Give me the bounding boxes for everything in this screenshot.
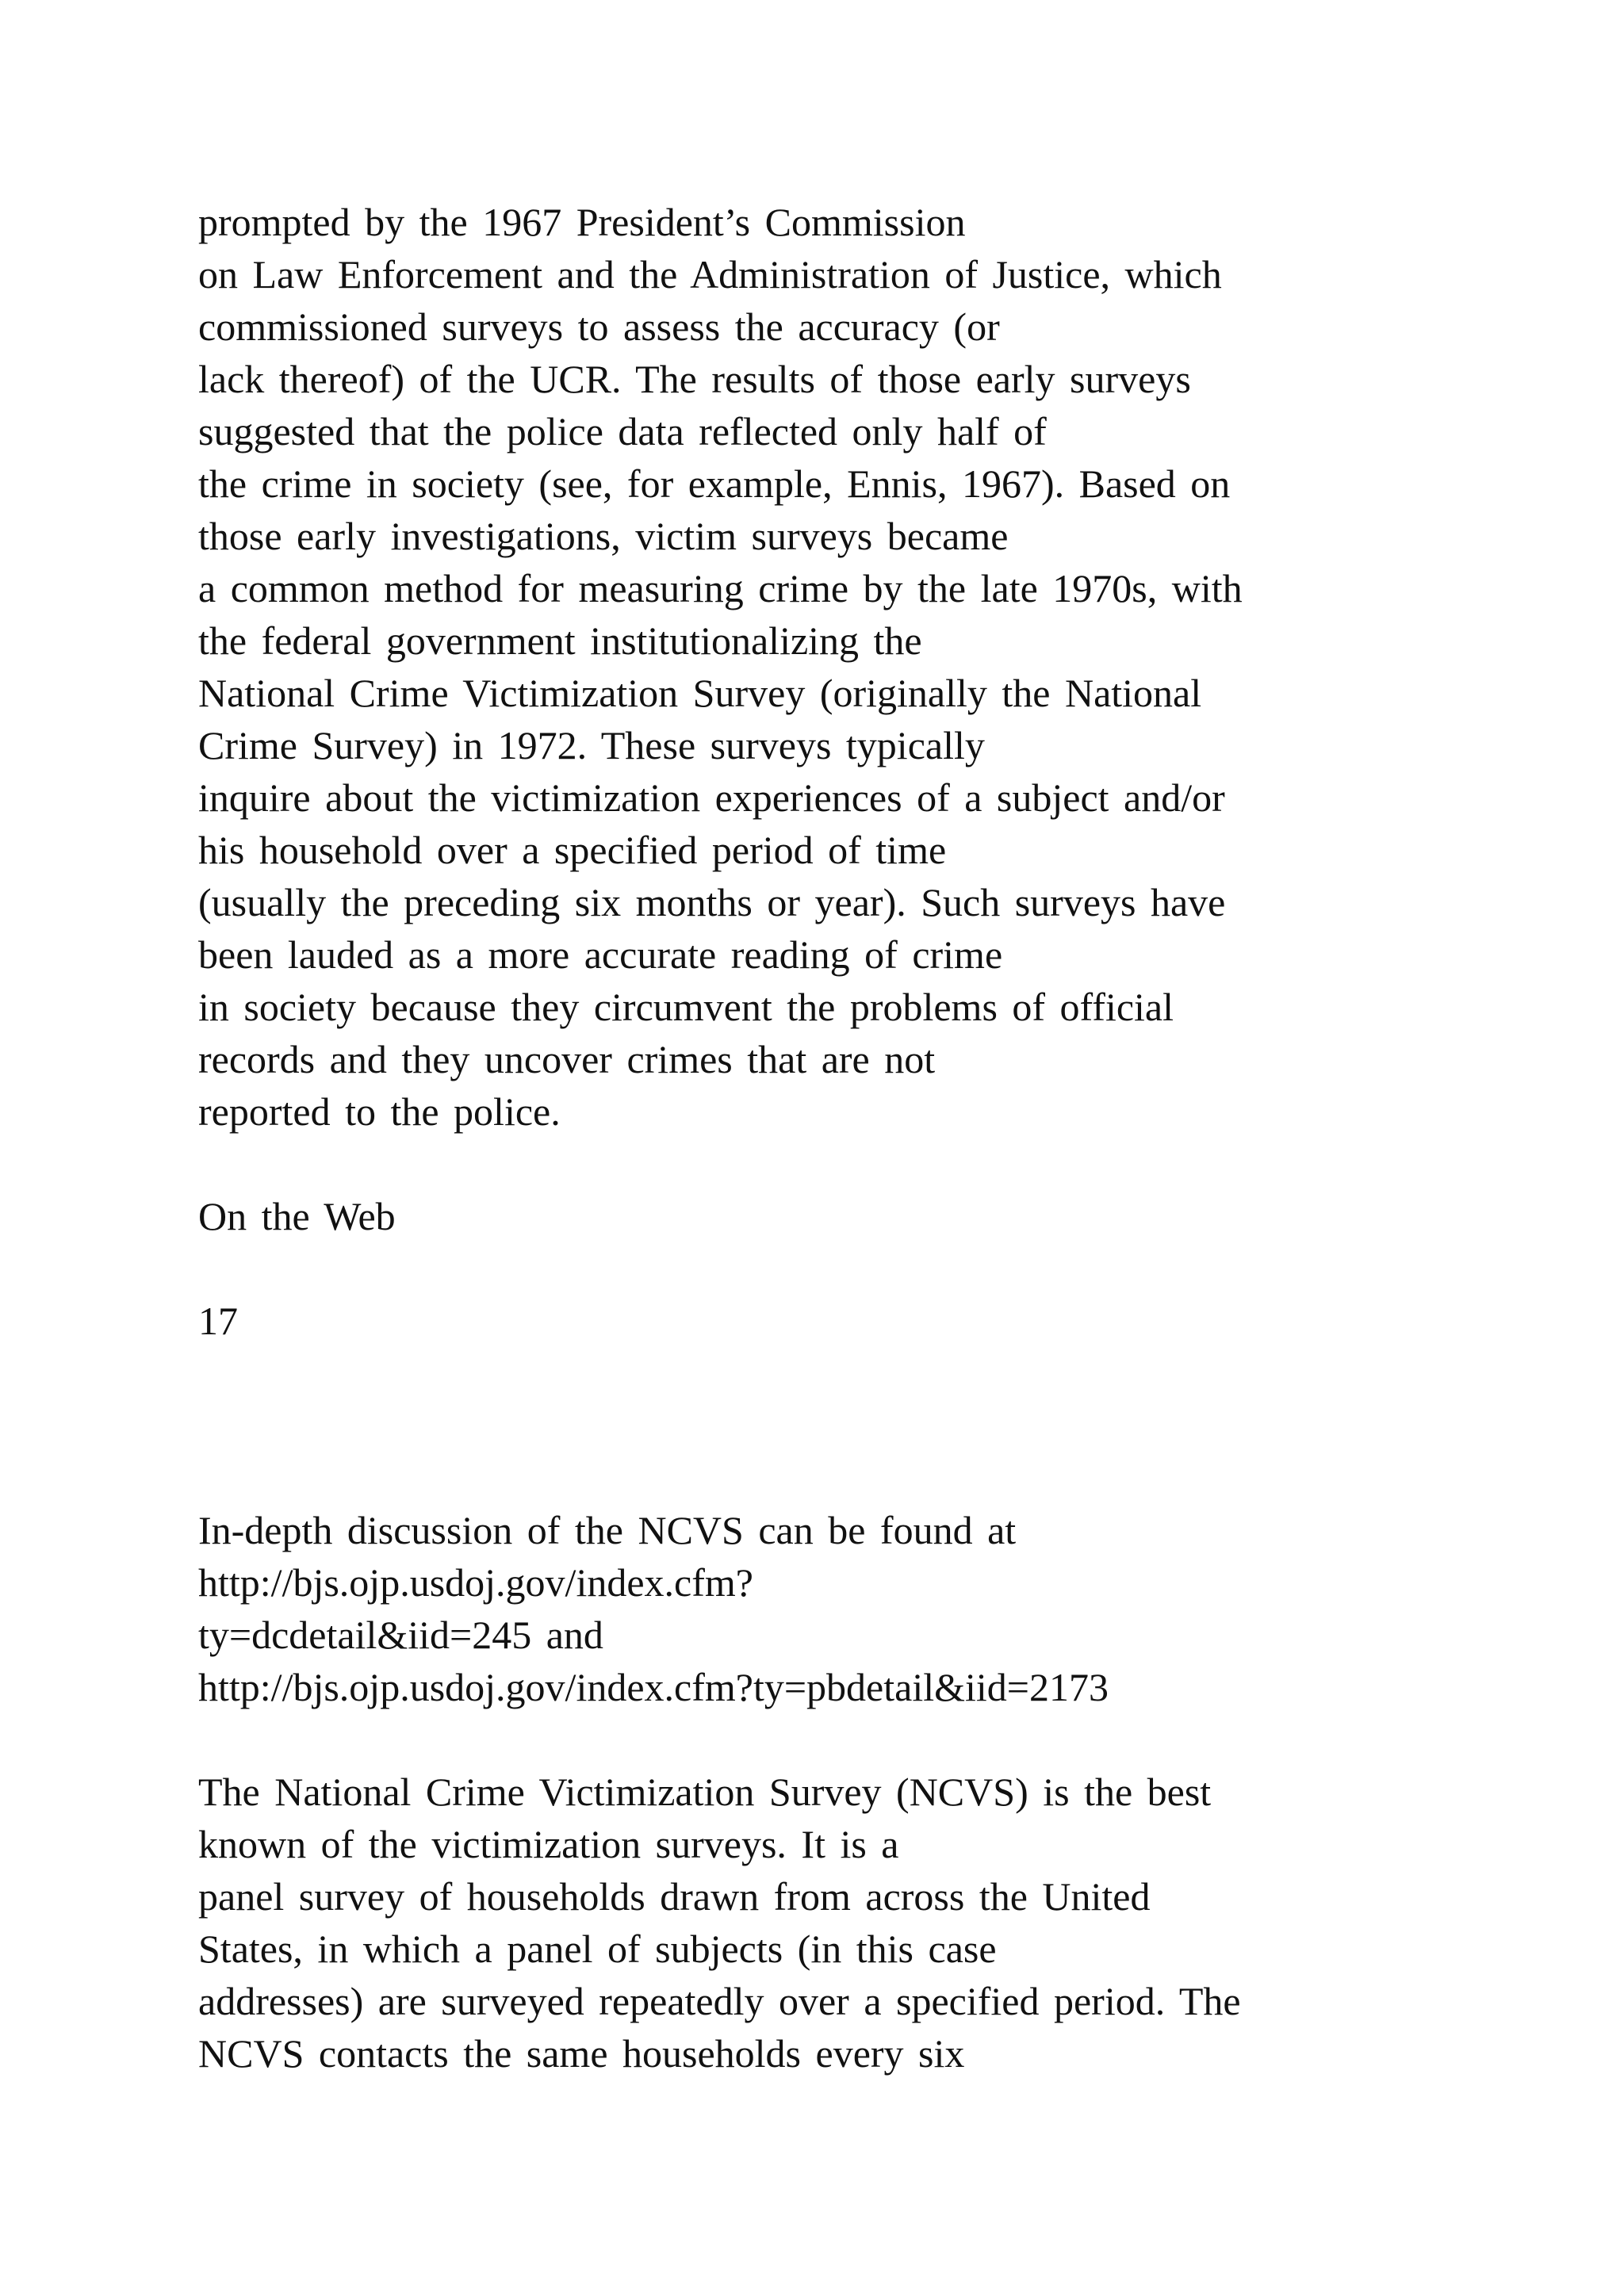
body-text-line: his household over a specified period of time [198,828,947,872]
body-text-line: known of the victimization surveys. It is a [198,1822,899,1866]
body-text-line: a common method for measuring crime by the late 1970s, with [198,566,1243,610]
body-text-line: addresses) are surveyed repeatedly over a specified period. The [198,1979,1241,2023]
body-text-line: National Crime Victimization Survey (originally the National [198,671,1202,715]
body-text-line: been lauded as a more accurate reading of crime [198,932,1003,977]
body-text-line: (usually the preceding six months or year). Such surveys have [198,880,1226,924]
body-text-line: reported to the police. [198,1089,561,1134]
web-note-url-line: http://bjs.ojp.usdoj.gov/index.cfm?ty=pbdetail&iid=2173 [198,1665,1109,1709]
body-text-line: The National Crime Victimization Survey (NCVS) is the best [198,1770,1212,1814]
web-note-line: In-depth discussion of the NCVS can be found at [198,1508,1017,1552]
body-text-line: commissioned surveys to assess the accuracy (or [198,304,1000,349]
body-text-line: panel survey of households drawn from across the United [198,1874,1151,1919]
body-text-line: inquire about the victimization experiences of a subject and/or [198,775,1225,820]
sidebar-heading: On the Web [198,1194,396,1238]
body-text-line: in society because they circumvent the problems of official [198,985,1174,1029]
body-text-line: the federal government institutionalizing the [198,618,922,663]
body-text-line: lack thereof) of the UCR. The results of those early surveys [198,357,1191,401]
web-note-url-line: http://bjs.ojp.usdoj.gov/index.cfm? [198,1560,753,1605]
body-text-line: suggested that the police data reflected only half of [198,409,1047,453]
body-text-line: those early investigations, victim surveys became [198,514,1009,558]
body-text-line: States, in which a panel of subjects (in this case [198,1927,997,1971]
body-text-line: NCVS contacts the same households every six [198,2031,965,2076]
page-number: 17 [198,1299,238,1343]
body-text-line: Crime Survey) in 1972. These surveys typically [198,723,985,767]
body-text-line: the crime in society (see, for example, Ennis, 1967). Based on [198,461,1231,506]
web-note-url-line: ty=dcdetail&iid=245 and [198,1613,603,1657]
body-text-line: records and they uncover crimes that are not [198,1037,936,1081]
body-text-line: prompted by the 1967 President’s Commission [198,200,966,244]
body-text-line: on Law Enforcement and the Administration of Justice, which [198,252,1222,297]
